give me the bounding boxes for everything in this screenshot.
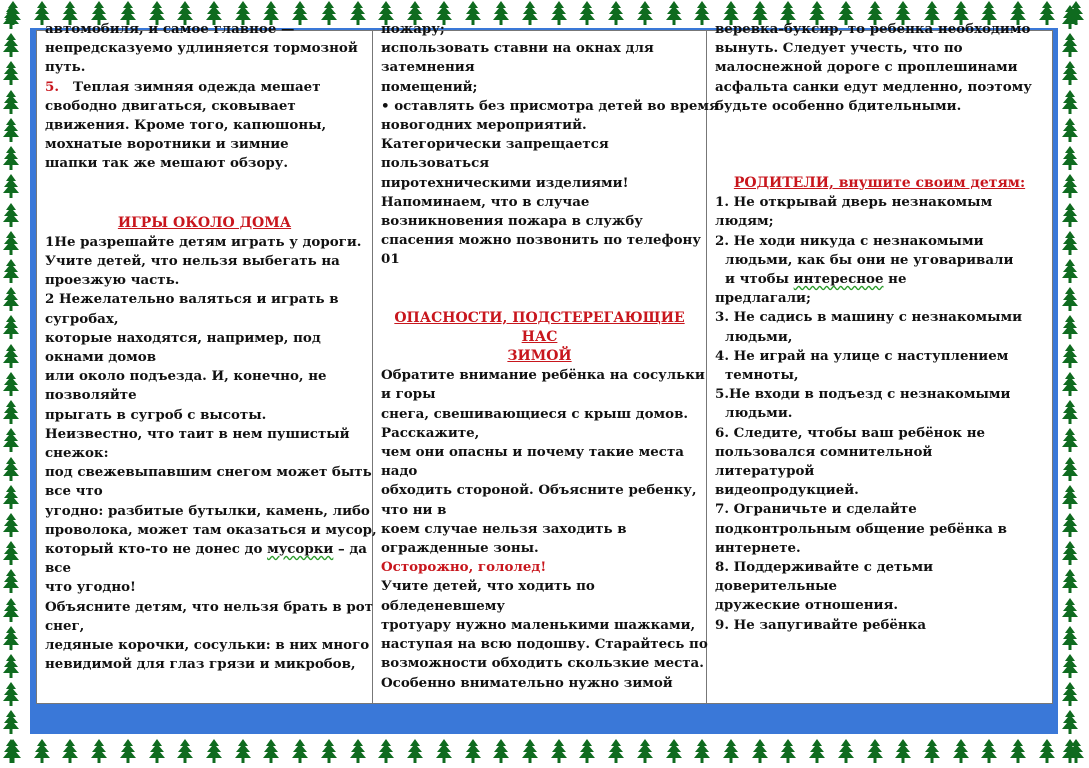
text-line: позволяйте xyxy=(45,387,137,404)
col3-list-a xyxy=(715,193,1044,270)
text-fragment: – да xyxy=(333,541,367,558)
tree-icon xyxy=(375,738,397,764)
text-line: доверительные xyxy=(715,578,838,595)
text-line: и горы xyxy=(381,386,436,403)
tree-icon xyxy=(1059,286,1081,312)
text-line: использовать ставни на окнах для xyxy=(381,40,654,57)
text-line: помещений; xyxy=(381,78,478,95)
text-line: мохнатые воротники и зимние xyxy=(45,136,289,153)
text-line: все что xyxy=(45,483,103,500)
tree-icon xyxy=(260,738,282,764)
text-line: Объясните детям, что нельзя брать в рот xyxy=(45,598,373,615)
text-line: путь. xyxy=(45,59,86,76)
tree-icon xyxy=(1059,4,1081,30)
tree-icon xyxy=(0,681,22,707)
tree-icon xyxy=(0,202,22,228)
text-line: под свежевыпавшим снегом может быть xyxy=(45,464,372,481)
tree-icon xyxy=(749,738,771,764)
tree-icon xyxy=(921,738,943,764)
text-line: тротуару нужно маленькими шажками, xyxy=(381,616,696,633)
left-tree-border xyxy=(0,0,30,768)
text-line: 3. Не садись в машину с незнакомыми xyxy=(715,309,1023,326)
tree-icon xyxy=(1007,738,1029,764)
tree-icon xyxy=(0,738,22,764)
tree-icon xyxy=(1059,427,1081,453)
text-line: проволока, может там оказаться и мусор, xyxy=(45,521,377,538)
tree-icon xyxy=(1059,597,1081,623)
text-line: Напоминаем, что в случае xyxy=(381,193,590,210)
text-line-mixed xyxy=(45,540,367,559)
text-line: будьте особенно бдительными. xyxy=(715,97,962,114)
tree-icon xyxy=(0,60,22,86)
text-line: наступая на всю подошву. Старайтесь по xyxy=(381,636,708,653)
warning-ice: Осторожно, гололед! xyxy=(381,559,547,576)
tree-icon xyxy=(950,738,972,764)
tree-icon xyxy=(1059,738,1081,764)
text-line: 9. Не запугивайте ребёнка xyxy=(715,616,927,633)
text-line: 7. Ограничьте и сделайте xyxy=(715,501,917,518)
tree-icon xyxy=(462,738,484,764)
tree-icon xyxy=(806,738,828,764)
tree-icon xyxy=(835,738,857,764)
tree-icon xyxy=(720,738,742,764)
text-line: 01 xyxy=(381,251,400,268)
text-line: видеопродукцией. xyxy=(715,482,859,499)
text-line: сугробах, xyxy=(45,310,119,327)
tree-icon xyxy=(31,738,53,764)
text-line: литературой xyxy=(715,463,815,480)
tree-icon xyxy=(1059,32,1081,58)
tree-icon xyxy=(892,738,914,764)
text-line: Расскажите, xyxy=(381,424,480,441)
item5-number: 5. xyxy=(45,78,59,95)
text-line: возможности обходить скользкие места. xyxy=(381,655,704,672)
text-line: интернете. xyxy=(715,539,801,556)
tree-icon xyxy=(318,738,340,764)
text-line: пользовался сомнительной xyxy=(715,443,933,460)
tree-icon xyxy=(88,738,110,764)
col1-body-b xyxy=(45,559,373,674)
text-line: людям; xyxy=(715,213,774,230)
tree-icon xyxy=(0,484,22,510)
text-line: невидимой для глаз грязи и микробов, xyxy=(45,656,356,673)
tree-icon xyxy=(203,738,225,764)
column-right xyxy=(707,21,1052,703)
tree-icon xyxy=(1059,173,1081,199)
tree-icon xyxy=(0,4,22,30)
tree-icon xyxy=(1059,653,1081,679)
tree-icon xyxy=(691,738,713,764)
text-line: которые находятся, например, под xyxy=(45,329,321,346)
tree-icon xyxy=(0,512,22,538)
tree-icon xyxy=(0,173,22,199)
tree-icon xyxy=(1059,60,1081,86)
tree-icon xyxy=(0,258,22,284)
text-line: малоснежной дороге с проплешинами xyxy=(715,59,1018,76)
bottom-tree-border xyxy=(0,738,1089,768)
text-line: снег, xyxy=(45,617,85,634)
text-line: • оставлять без присмотра детей во время xyxy=(381,97,719,114)
tree-icon xyxy=(289,738,311,764)
tree-icon xyxy=(1059,568,1081,594)
tree-icon xyxy=(864,738,886,764)
tree-icon xyxy=(0,427,22,453)
text-line: обледеневшему xyxy=(381,597,506,614)
tree-icon xyxy=(0,286,22,312)
tree-icon xyxy=(548,738,570,764)
col2-body xyxy=(381,366,705,558)
text-line: или около подъезда. И, конечно, не xyxy=(45,368,327,385)
text-line: прыгать в сугроб с высоты. xyxy=(45,406,267,423)
text-line: 8. Поддерживайте с детьми xyxy=(715,559,934,576)
text-line: огражденные зоны. xyxy=(381,540,539,557)
tree-icon xyxy=(1059,681,1081,707)
text-line: снега, свешивающиеся с крыш домов. xyxy=(381,405,689,422)
tree-icon xyxy=(433,738,455,764)
text-line: асфальта санки едут медленно, поэтому xyxy=(715,78,1032,95)
tree-icon xyxy=(117,738,139,764)
text-line: людьми, как бы они не уговаривали xyxy=(725,251,1014,268)
text-line: обходить стороной. Объясните ребенку, xyxy=(381,482,697,499)
tree-icon xyxy=(1059,202,1081,228)
tree-icon xyxy=(1059,230,1081,256)
text-line: предлагали; xyxy=(715,290,811,307)
text-line: затемнения xyxy=(381,59,475,76)
tree-icon xyxy=(1059,89,1081,115)
text-line: что ни в xyxy=(381,501,447,518)
tree-icon xyxy=(0,709,22,735)
text-line: ледяные корочки, сосульки: в них много xyxy=(45,637,370,654)
tree-icon xyxy=(0,314,22,340)
col3-list-b xyxy=(715,289,1044,635)
column-middle xyxy=(373,21,719,703)
text-line: возникновения пожара в службу xyxy=(381,213,643,230)
tree-icon xyxy=(519,738,541,764)
spellcheck-word: мусорки xyxy=(267,541,334,558)
text-line: все xyxy=(45,560,71,577)
text-line: Категорически запрещается xyxy=(381,136,609,153)
tree-icon xyxy=(0,371,22,397)
text-line: 1. Не открывай дверь незнакомым xyxy=(715,194,993,211)
section-heading-parents: РОДИТЕЛИ, внушите своим детям: xyxy=(733,175,1026,192)
text-line: снежок: xyxy=(45,445,109,462)
text-line: темноты, xyxy=(725,367,799,384)
tree-icon xyxy=(232,738,254,764)
text-line: людьми, xyxy=(725,328,793,345)
tree-icon xyxy=(0,343,22,369)
text-line: Особенно внимательно нужно зимой xyxy=(381,674,673,691)
tree-icon xyxy=(0,456,22,482)
text-line: 4. Не играй на улице с наступлением xyxy=(715,347,1009,364)
text-line: дружеские отношения. xyxy=(715,597,898,614)
tree-icon xyxy=(605,738,627,764)
column-left xyxy=(37,21,377,703)
text-line: окнами домов xyxy=(45,349,157,366)
text-fragment: не xyxy=(883,271,907,288)
text-line: 6. Следите, чтобы ваш ребёнок не xyxy=(715,424,986,441)
text-line: движения. Кроме того, капюшоны, xyxy=(45,117,327,134)
tree-icon xyxy=(1036,738,1058,764)
text-line: Теплая зимняя одежда мешает xyxy=(72,78,321,95)
text-line: угодно: разбитые бутылки, камень, либо xyxy=(45,502,370,519)
text-line: вынуть. Следует учесть, что по xyxy=(715,40,963,57)
text-line: автомобиля, и самое главное — xyxy=(45,21,295,37)
text-line: 1Не разрешайте детям играть у дороги. xyxy=(45,233,362,250)
tree-icon xyxy=(1059,145,1081,171)
col2-top-lines xyxy=(381,20,719,270)
text-line: пиротехническими изделиями! xyxy=(381,174,629,191)
tree-icon xyxy=(663,738,685,764)
tree-icon xyxy=(0,117,22,143)
text-line: надо xyxy=(381,463,418,480)
text-line: 2. Не ходи никуда с незнакомыми xyxy=(715,232,984,249)
leaflet-page xyxy=(36,21,1053,704)
tree-icon xyxy=(0,653,22,679)
tree-icon xyxy=(777,738,799,764)
item5-first-line xyxy=(45,78,364,97)
section-heading-games: ИГРЫ ОКОЛО ДОМА xyxy=(117,214,292,231)
tree-icon xyxy=(0,568,22,594)
tree-icon xyxy=(146,738,168,764)
tree-icon xyxy=(347,738,369,764)
text-line: Обратите внимание ребёнка на сосульки xyxy=(381,367,705,384)
col1-top-lines xyxy=(45,20,364,78)
tree-icon xyxy=(1059,314,1081,340)
text-line: шапки так же мешают обзору. xyxy=(45,155,288,172)
tree-icon xyxy=(1059,484,1081,510)
text-line: коем случае нельзя заходить в xyxy=(381,520,627,537)
text-line: пожару; xyxy=(381,21,445,37)
tree-icon xyxy=(1059,512,1081,538)
col1-body-a xyxy=(45,233,377,540)
tree-icon xyxy=(1059,343,1081,369)
section-heading-dangers-2: НАС xyxy=(521,328,558,345)
text-fragment: который кто-то не донес до xyxy=(45,541,268,558)
text-line: свободно двигаться, сковывает xyxy=(45,97,296,114)
spellcheck-word: интересное xyxy=(793,271,884,288)
right-tree-border xyxy=(1059,0,1089,768)
tree-icon xyxy=(404,738,426,764)
tree-icon xyxy=(1059,709,1081,735)
text-line: подконтрольным общение ребёнка в xyxy=(715,520,1007,537)
blue-frame xyxy=(30,21,1058,734)
text-fragment: и чтобы xyxy=(725,271,794,288)
col2-after xyxy=(381,577,708,692)
text-line: спасения можно позвонить по телефону xyxy=(381,232,701,249)
text-line: непредсказуемо удлиняется тормозной xyxy=(45,40,358,57)
tree-icon xyxy=(634,738,656,764)
tree-icon xyxy=(0,597,22,623)
text-line: что угодно! xyxy=(45,579,136,596)
text-line: Учите детей, что нельзя выбегать на xyxy=(45,253,340,270)
tree-icon xyxy=(490,738,512,764)
text-line: веревка-буксир, то ребенка необходимо xyxy=(715,21,1031,37)
tree-icon xyxy=(0,32,22,58)
tree-icon xyxy=(1059,625,1081,651)
tree-icon xyxy=(0,540,22,566)
tree-icon xyxy=(1059,258,1081,284)
text-line: людьми. xyxy=(725,405,793,422)
tree-icon xyxy=(1059,540,1081,566)
tree-icon xyxy=(0,625,22,651)
col3-top-lines xyxy=(715,20,1044,116)
text-line: Учите детей, что ходить по xyxy=(381,578,595,595)
section-heading-dangers-1: ОПАСНОСТИ, ПОДСТЕРЕГАЮЩИЕ xyxy=(394,309,685,326)
tree-icon xyxy=(978,738,1000,764)
tree-icon xyxy=(1059,456,1081,482)
tree-icon xyxy=(174,738,196,764)
text-line: чем они опасны и почему такие места xyxy=(381,444,684,461)
tree-icon xyxy=(0,230,22,256)
tree-icon xyxy=(1059,371,1081,397)
tree-icon xyxy=(0,399,22,425)
text-line: пользоваться xyxy=(381,155,490,172)
section-heading-dangers-3: ЗИМОЙ xyxy=(507,348,572,365)
text-line: 2 Нежелательно валяться и играть в xyxy=(45,291,339,308)
text-line: новогодних мероприятий. xyxy=(381,117,587,134)
tree-icon xyxy=(0,89,22,115)
tree-icon xyxy=(1059,117,1081,143)
text-line: 5.Не входи в подъезд с незнакомыми xyxy=(715,386,1011,403)
tree-icon xyxy=(1059,399,1081,425)
text-line: проезжую часть. xyxy=(45,272,180,289)
tree-icon xyxy=(576,738,598,764)
text-line: Неизвестно, что таит в нем пушистый xyxy=(45,425,350,442)
tree-icon xyxy=(59,738,81,764)
tree-icon xyxy=(0,145,22,171)
text-line-mixed xyxy=(715,270,1044,289)
